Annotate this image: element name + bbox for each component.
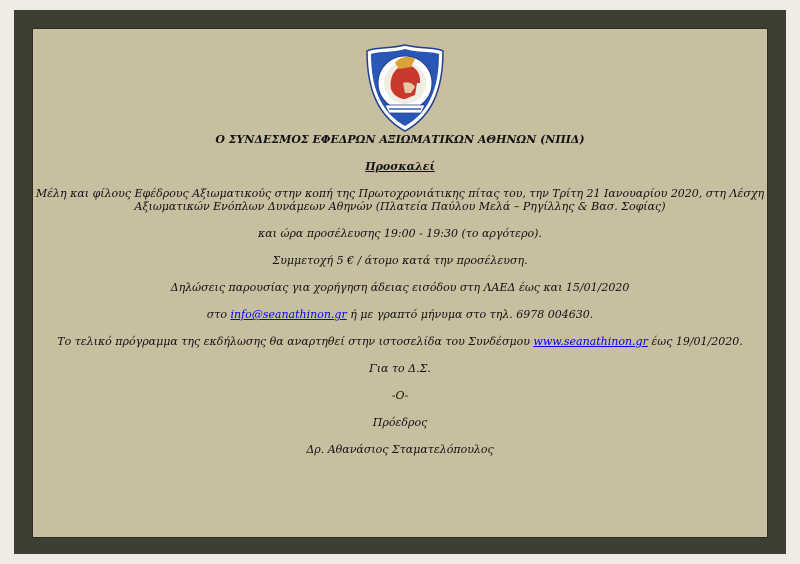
attendance-declarations: Δηλώσεις παρουσίας για χορήγηση άδειας εισόδου στη ΛΑΕΔ έως και 15/01/2020 (170, 281, 630, 294)
president-name: Δρ. Αθανάσιος Σταματελόπουλος (306, 443, 494, 456)
separator-text: -Ο- (391, 389, 409, 402)
president-title: Πρόεδρος (372, 416, 428, 429)
contact-line (33, 308, 767, 321)
program-suffix: έως 19/01/2020. (647, 335, 743, 348)
contact-email-link[interactable]: info@seanathinon.gr (230, 308, 347, 321)
invites-heading: Προσκαλεί (365, 160, 435, 173)
contact-suffix: ή με γραπτό μήνυμα στο τηλ. 6978 004630. (346, 308, 594, 321)
contact-prefix: στο (206, 308, 231, 321)
program-prefix: Το τελικό πρόγραμμα της εκδήλωσης θα αναρτηθεί στην ιστοσελίδα του Συνδέσμου (57, 335, 534, 348)
website-link[interactable]: www.seanathinon.gr (533, 335, 648, 348)
invitation-card (32, 28, 768, 538)
association-emblem-icon (365, 43, 445, 133)
association-heading: Ο ΣΥΝΔΕΣΜΟΣ ΕΦΕΔΡΩΝ ΑΞΙΩΜΑΤΙΚΩΝ ΑΘΗΝΩΝ (ΝΠΙΔ) (215, 133, 585, 146)
program-line (33, 335, 767, 348)
for-board: Για το Δ.Σ. (369, 362, 431, 375)
participation-fee: Συμμετοχή 5 € / άτομο κατά την προσέλευση. (272, 254, 528, 267)
arrival-time: και ώρα προσέλευσης 19:00 - 19:30 (το αργότερο). (258, 227, 542, 240)
invitation-line-1: Μέλη και φίλους Εφέδρους Αξιωματικούς στην κοπή της Πρωτοχρονιάτικης πίτας του, την Τρίτη 21 Ιανουαρίου 2020, στη Λέσχη (35, 187, 765, 200)
invitation-line-2: Αξιωματικών Ενόπλων Δυνάμεων Αθηνών (Πλατεία Παύλου Μελά – Ρηγίλλης & Βασ. Σοφίας) (134, 200, 666, 213)
invitation-text (33, 133, 767, 456)
page-frame (14, 10, 786, 554)
